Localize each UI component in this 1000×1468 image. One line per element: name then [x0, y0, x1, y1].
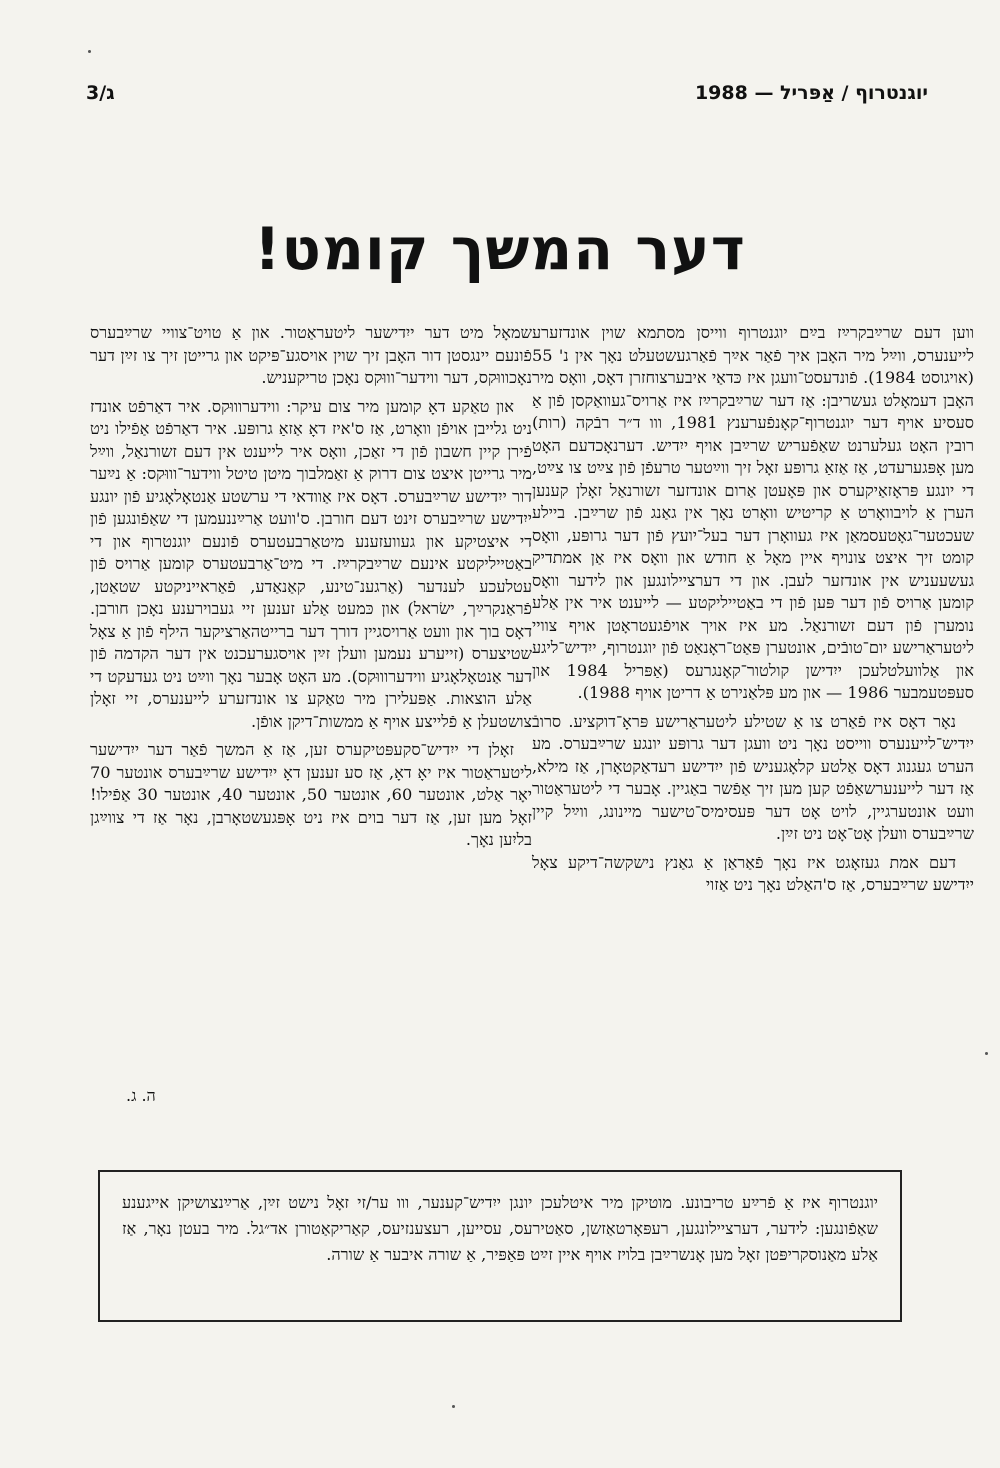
author-initials: ה. ג. [126, 1086, 156, 1105]
scan-speck [985, 1052, 988, 1055]
notice-box [98, 1170, 902, 1322]
page-number: ג/3 [86, 82, 115, 104]
right-column [532, 322, 974, 903]
paragraph: זאָלן די ייִדיש־סקעפּטיקערס זען, אַז אַ המשך פֿאַר דער ייִדישער ליטעראַטור איז יאָ דאָ, אַז סע זענען דאָ ייִדישע שרײַבערס אונטער 70 יאָר אַלט, אונטער 60, אונטער 50, אונטער 40, אונטער 30 אַפֿילו! זאָל מען זען, אַז דער בוים איז ניט אָפּגעשטאָרבן, נאָר אַז די צווײַגן בליִען נאָך. [90, 740, 532, 849]
paragraph: דעם אמת געזאָגט איז נאָך פֿאַראַן אַ גאַנץ נישקשה־דיקע צאָל ייִדישע שרײַבערס, אַז ס'האַלט נאָך ניט אַזוי [532, 852, 974, 894]
paragraph: נאָר דאָס איז פֿאַרט צו אַ שטילע ליטעראַרישע פּראָ־דוקציע. סרובֿ ייִדיש־לייענערס ווייסט נאָך ניט וועגן דער גרופּע יונגע שרײַבערס. מע הערט געגנוג דאָס אַלטע קלאָגעניש פֿון ייִדישע רעדאַקטאָרן, אַז מילא, אַז דער לייענערשאַפֿט קען מען זיך אַפֿשר באַגיין. אָבער די ליטעראַטור וועט אונטערגיין, לויט אָט דער פּעסימיס־טישער מיינונג, ווײַל קיין שרײַבערס וועלן אָט־אָט ניט זײַן. [532, 711, 974, 843]
scan-speck [452, 1405, 455, 1408]
paragraph: שמאָל מיט דער ייִדישער ליטעראַטור. און אַ טויט־צוויי שרײַבערס פֿונעם יינגסטן דור האָבן זיך שוין אויסגע־פּיקט און גרייטן זיך צו זײַן דער נאָכוווּקס, דער ווידער־וווּקס נאָכן טריקעניש. [90, 323, 532, 387]
paragraph: ווען דעם שרײַבקרײַז בײַם יוגנטרוף ווייסן מסתמא שוין אונדזערע לייענערס, ווײַל מיר האָבן איך פֿאַר אײַך פֿאַרגעשטעלט נאָך אין נ' 55 (אויגוסט 1984). פֿונדעסט־וועגן איז כּדאַי איבערצוחזרן דאָס, וואָס מיר האָבן דעמאָלט געשריבן: אַז דער שרײַבקרײַז איז אַרויס־געוואַקסן פֿון אַ סעסיע אויף דער יוגנטרוף־קאָנפֿערענץ 1981, ווו ד״ר רבֿקה (רות) רובין האָט געלערנט שאַפֿעריש שרײַבן אויף ייִדיש. דערנאָכדעם האָט מען אָפּגערעדט, אַז אַזאַ גרופּע זאָל זיך ווײַטער טרעפֿן פֿון צײַט צו צײַט, די יונגע פּראָזאַיקערס און פּאָעטן אַרום אונדזער זשורנאַל זאָלן קענען הערן אַ לויבוואָרט אַ קריטיש וואָרט נאָך אין גאַנג פֿון שרײַבן. ביילע שעכטער־גאָטעסמאַן איז געוואָרן דער בעל־יועץ פֿון דער גרופּע, וואָס קומט זיך איצט צונויף איין מאָל אַ חודש און וואָס איז אַן אמתדיק געשעעניש אין אונדזער לעבן. און די דערציילונגען און לידער וואָס קומען אַרויס פֿון דער פּען פֿון די באַטייליקטע — לייענט איר אין אַלע נומערן פֿון דעם זשורנאַל. מע איז אויך אויפֿגעטראָטן אויף צוויי ליטעראַרישע יום־טובֿים, אונטערן פּאַט־ראָנאַט פֿון יוגנטרוף, ייִדיש־ליגע און אַלוועלטלעכן ייִדישן קולטור־קאָנגרעס (אַפּריל 1984 און סעפּטעמבער 1986 — און מע פּלאַנירט אַ דריטן אויף 1988). [532, 323, 974, 702]
masthead: יוגנטרוף / אַפּריל — 1988 [694, 82, 928, 104]
paragraph: און טאַקע דאָ קומען מיר צום עיקר: ווידערוווּקס. איר דאַרפֿט אונדז ניט גלייבן אויפֿן וואָרט, אַז ס'איז דאָ אַזאַ גרופּע. איר דאַרפֿט אַפֿילו ניט פֿירן קיין חשבון פֿון די זאַכן, וואָס איר לייענט אין דעם זשורנאַל, ווײַל מיר גרייטן איצט צום דרוק אַ זאַמלבוך מיטן טיטל ווידער־וווּקס: אַ נײַער דור ייִדישע שרײַבערס. דאָס איז אַוודאי די ערשטע אַנטאָלאָגיע פֿון יונגע ייִדישע שרײַבערס זינט דעם חורבן. ס'וועט אַרײַננעמען די שאַפֿונגען פֿון די איצטיקע און געוועזענע מיטאַרבעטערס פֿונעם יוגנטרוף און די באַטייליקטע אינעם שרײַבקרײַז. די מיט־אַרבעטערס קומען אַרויס פֿון עטלעכע לענדער (אַרגענ־טינע, קאַנאַדע, פֿאַראייניקטע שטאַטן, פֿראַנקרײַך, ישׂראל) און כּמעט אַלע זענען זיי געבוירענע נאָכן חורבן. דאָס בוך און וועט אַרויסגיין דורך דער ברייטהאַרציקער הילף פֿון אַ צאָל שטיצערס (זייערע נעמען וועלן זײַן אויסגערעכנט אין דער הקדמה פֿון דער אַנטאָלאָגיע ווידערוווּקס). מע האָט אָבער נאָך ווײַט ניט געדעקט די אַלע הוצאות. אַפּעלירן מיר טאַקע צו אונדזערע לייענערס, זיי זאָלן צושטעלן אַ פֿלייצע אויף אַ ממשות־דיקן אופֿן. [90, 396, 532, 731]
notice-text: יוגנטרוף איז אַ פֿרײַע טריבונע. מוטיקן מיר איטלעכן יונגן ייִדיש־קענער, ווו ער/זי זאָל נישט זײַן, אַרײַנצושיקן אייגענע שאַפֿונגען: לידער, דערציילונגען, רעפּאָרטאַזשן, סאַטירעס, עסייען, רעצענזיעס, קאַריקאַטורן אד״גל. מיר בעטן נאָר, אַז אַלע מאַנוסקריפּטן זאָל מען אָנשרײַבן בלויז אויף איין זײַט פּאַפּיר, אַ שורה איבער אַ שורה. [122, 1193, 878, 1264]
left-column [90, 322, 532, 858]
article-title: דער המשך קומט! [254, 215, 746, 283]
running-head [86, 82, 928, 114]
scan-speck [88, 50, 91, 53]
